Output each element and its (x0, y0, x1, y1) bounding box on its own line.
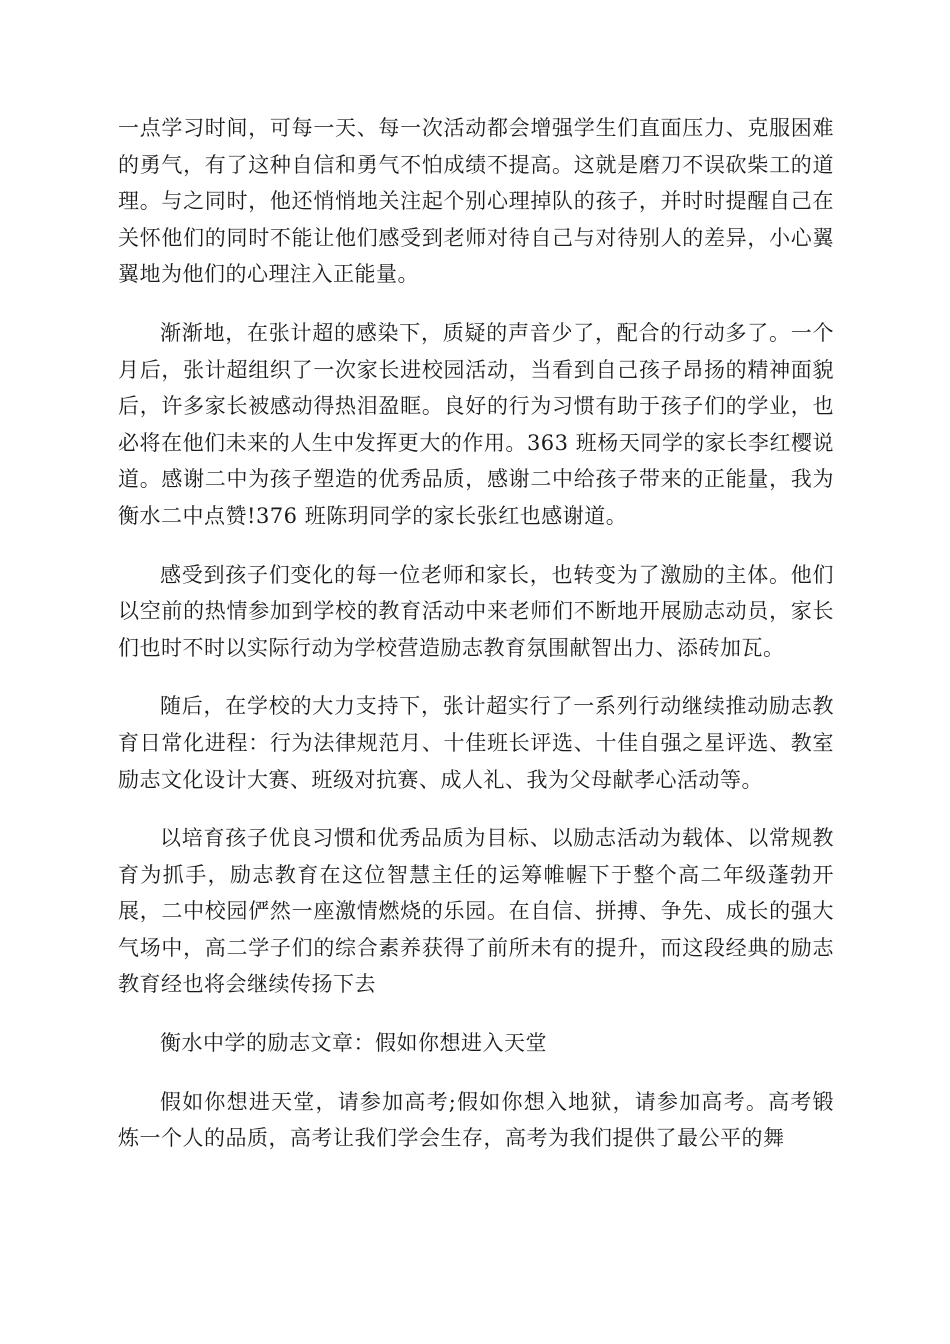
paragraph-5: 以培育孩子优良习惯和优秀品质为目标、以励志活动为载体、以常规教育为抓手，励志教育在这位智慧主任的运筹帷幄下于整个高二年级蓬勃开展，二中校园俨然一座激情燃烧的乐园。在自信、拼搏、争先、成长的强大气场中，高二学子们的综合素养获得了前所未有的提升，而这段经典的励志教育经也将会继续传扬下去 (118, 826, 834, 997)
paragraph-3: 感受到孩子们变化的每一位老师和家长，也转变为了激励的主体。他们以空前的热情参加到学校的教育活动中来老师们不断地开展励志动员，家长们也时不时以实际行动为学校营造励志教育氛围献智出力、添砖加瓦。 (118, 562, 834, 660)
document-body (118, 110, 834, 1179)
paragraph-6: 假如你想进天堂，请参加高考;假如你想入地狱，请参加高考。高考锻炼一个人的品质，高考让我们学会生存，高考为我们提供了最公平的舞 (118, 1089, 834, 1151)
paragraph-1: 一点学习时间，可每一天、每一次活动都会增强学生们直面压力、克服困难的勇气，有了这种自信和勇气不怕成绩不提高。这就是磨刀不误砍柴工的道理。与之同时，他还悄悄地关注起个别心理掉队的孩子，并时时提醒自己在关怀他们的同时不能让他们感受到老师对待自己与对待别人的差异，小心翼翼地为他们的心理注入正能量。 (118, 116, 834, 287)
section-heading: 衡水中学的励志文章：假如你想进入天堂 (160, 1031, 547, 1056)
paragraph-4: 随后，在学校的大力支持下，张计超实行了一系列行动继续推动励志教育日常化进程：行为法律规范月、十佳班长评选、十佳自强之星评选、教室励志文化设计大赛、班级对抗赛、成人礼、我为父母献孝心活动等。 (118, 694, 834, 792)
paragraph-2: 渐渐地，在张计超的感染下，质疑的声音少了，配合的行动多了。一个月后，张计超组织了一次家长进校园活动，当看到自己孩子昂扬的精神面貌后，许多家长被感动得热泪盈眶。良好的行为习惯有助于孩子们的学业，也必将在他们未来的人生中发挥更大的作用。363 班杨天同学的家长李红樱说道。感谢二中为孩子塑造的优秀品质，感谢二中给孩子带来的正能量，我为衡水二中点赞!376 班陈玥同学的家长张红也感谢道。 (118, 320, 834, 528)
